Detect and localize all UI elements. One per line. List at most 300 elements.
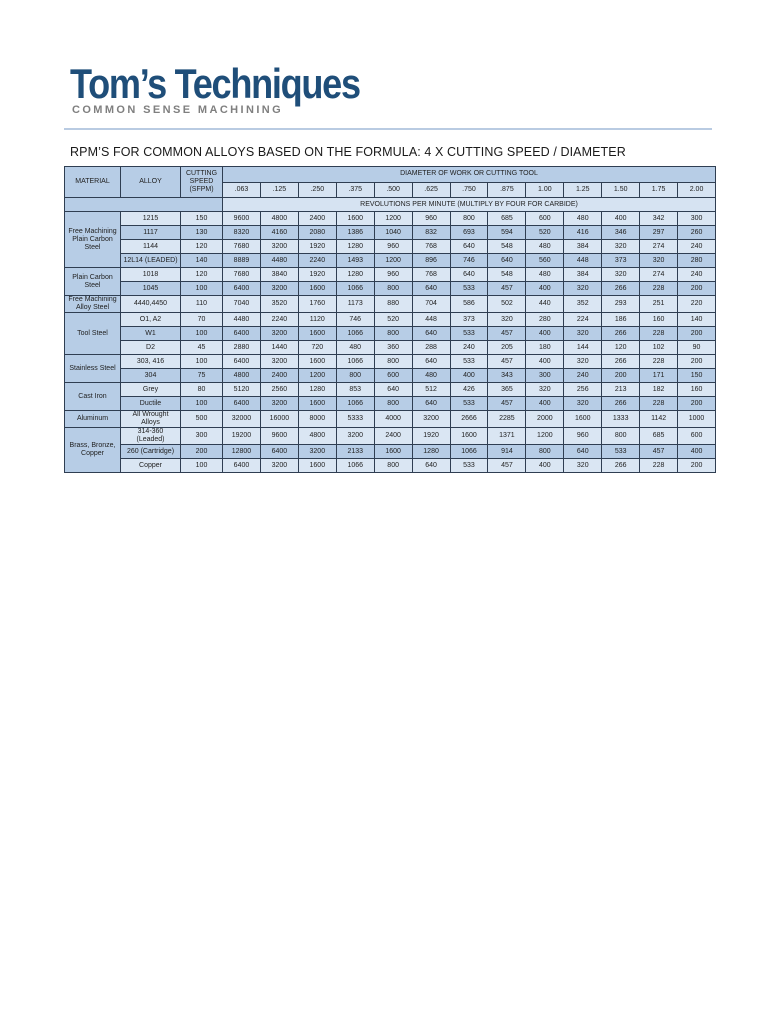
rpm-cell: 1120 xyxy=(298,313,336,327)
rpm-cell: 400 xyxy=(526,355,564,369)
rpm-cell: 16000 xyxy=(260,411,298,428)
alloy-cell: O1, A2 xyxy=(121,313,181,327)
rpm-cell: 1600 xyxy=(450,428,488,445)
rpm-cell: 400 xyxy=(526,459,564,473)
rpm-cell: 102 xyxy=(640,341,678,355)
rpm-cell: 693 xyxy=(450,226,488,240)
rpm-cell: 3840 xyxy=(260,268,298,282)
rpm-cell: 400 xyxy=(526,282,564,296)
rpm-cell: 426 xyxy=(450,383,488,397)
rpm-cell: 220 xyxy=(678,296,716,313)
rpm-cell: 360 xyxy=(374,341,412,355)
alloy-cell: 1045 xyxy=(121,282,181,296)
rpm-cell: 720 xyxy=(298,341,336,355)
rpm-cell: 640 xyxy=(564,445,602,459)
rpm-cell: 4480 xyxy=(223,313,261,327)
diameter-header-cell: .875 xyxy=(488,182,526,198)
table-row xyxy=(65,296,716,313)
rpm-cell: 384 xyxy=(564,240,602,254)
rpm-cell: 480 xyxy=(526,268,564,282)
rpm-cell: 502 xyxy=(488,296,526,313)
header-diameter: DIAMETER OF WORK OR CUTTING TOOL xyxy=(223,167,716,183)
rpm-cell: 8889 xyxy=(223,254,261,268)
rpm-cell: 1280 xyxy=(298,383,336,397)
rpm-cell: 4800 xyxy=(298,428,336,445)
rpm-cell: 600 xyxy=(678,428,716,445)
alloy-cell: 314-360 (Leaded) xyxy=(121,428,181,445)
rpm-cell: 640 xyxy=(412,459,450,473)
rpm-cell: 2133 xyxy=(336,445,374,459)
rpm-cell: 12800 xyxy=(223,445,261,459)
rpm-cell: 512 xyxy=(412,383,450,397)
cutting-speed-cell: 100 xyxy=(181,459,223,473)
rpm-cell: 2285 xyxy=(488,411,526,428)
rpm-cell: 320 xyxy=(602,268,640,282)
rpm-cell: 448 xyxy=(564,254,602,268)
material-brass-bronze-copper: Brass, Bronze, Copper xyxy=(65,428,121,473)
rpm-cell: 320 xyxy=(640,254,678,268)
rpm-cell: 1920 xyxy=(298,240,336,254)
rpm-cell: 224 xyxy=(564,313,602,327)
rpm-cell: 1200 xyxy=(374,254,412,268)
rpm-cell: 1440 xyxy=(260,341,298,355)
rpm-cell: 400 xyxy=(450,369,488,383)
rpm-cell: 960 xyxy=(374,240,412,254)
rpm-cell: 228 xyxy=(640,355,678,369)
rpm-cell: 896 xyxy=(412,254,450,268)
table-row xyxy=(65,226,716,240)
rpm-cell: 704 xyxy=(412,296,450,313)
rpm-cell: 144 xyxy=(564,341,602,355)
rpm-cell: 1371 xyxy=(488,428,526,445)
rpm-cell: 280 xyxy=(526,313,564,327)
rpm-cell: 19200 xyxy=(223,428,261,445)
rpm-cell: 228 xyxy=(640,397,678,411)
rpm-cell: 260 xyxy=(678,226,716,240)
rpm-cell: 880 xyxy=(374,296,412,313)
rpm-cell: 365 xyxy=(488,383,526,397)
rpm-cell: 150 xyxy=(678,369,716,383)
rpm-cell: 200 xyxy=(678,459,716,473)
material-plain-carbon-steel: Plain Carbon Steel xyxy=(65,268,121,296)
rpm-cell: 32000 xyxy=(223,411,261,428)
rpm-cell: 1280 xyxy=(336,240,374,254)
rpm-cell: 8000 xyxy=(298,411,336,428)
rpm-cell: 90 xyxy=(678,341,716,355)
table-row xyxy=(65,254,716,268)
rpm-cell: 2400 xyxy=(260,369,298,383)
rpm-cell: 3200 xyxy=(260,355,298,369)
table-row xyxy=(65,445,716,459)
rpm-cell: 960 xyxy=(412,212,450,226)
rpm-cell: 400 xyxy=(526,397,564,411)
rpm-cell: 746 xyxy=(336,313,374,327)
rpm-cell: 288 xyxy=(412,341,450,355)
cutting-speed-cell: 150 xyxy=(181,212,223,226)
rpm-cell: 768 xyxy=(412,240,450,254)
rpm-cell: 266 xyxy=(602,327,640,341)
alloy-cell: All Wrought Alloys xyxy=(121,411,181,428)
rpm-cell: 240 xyxy=(678,268,716,282)
rpm-cell: 2880 xyxy=(223,341,261,355)
rpm-cell: 3200 xyxy=(298,445,336,459)
rpm-cell: 274 xyxy=(640,268,678,282)
rpm-cell: 293 xyxy=(602,296,640,313)
material-aluminum: Aluminum xyxy=(65,411,121,428)
rpm-cell: 1386 xyxy=(336,226,374,240)
rpm-cell: 352 xyxy=(564,296,602,313)
rpm-cell: 480 xyxy=(336,341,374,355)
diameter-header-cell: .500 xyxy=(374,182,412,198)
rpm-cell: 457 xyxy=(488,327,526,341)
rpm-cell: 373 xyxy=(602,254,640,268)
cutting-speed-cell: 200 xyxy=(181,445,223,459)
table-row xyxy=(65,355,716,369)
rpm-cell: 1173 xyxy=(336,296,374,313)
rpm-cell: 685 xyxy=(640,428,678,445)
diameter-header-cell: 1.00 xyxy=(526,182,564,198)
rpm-cell: 4160 xyxy=(260,226,298,240)
rpm-cell: 1000 xyxy=(678,411,716,428)
table-row xyxy=(65,327,716,341)
rpm-cell: 1200 xyxy=(526,428,564,445)
rpm-cell: 320 xyxy=(526,383,564,397)
rpm-cell: 1600 xyxy=(564,411,602,428)
rpm-cell: 480 xyxy=(564,212,602,226)
rpm-cell: 768 xyxy=(412,268,450,282)
diameter-header-cell: .750 xyxy=(450,182,488,198)
rpm-cell: 746 xyxy=(450,254,488,268)
rpm-cell: 373 xyxy=(450,313,488,327)
rpm-cell: 160 xyxy=(678,383,716,397)
rpm-cell: 1920 xyxy=(412,428,450,445)
diameter-header-cell: .250 xyxy=(298,182,336,198)
rpm-cell: 1760 xyxy=(298,296,336,313)
cutting-speed-cell: 100 xyxy=(181,397,223,411)
rpm-cell: 171 xyxy=(640,369,678,383)
rpm-cell: 182 xyxy=(640,383,678,397)
rpm-cell: 200 xyxy=(678,327,716,341)
header-alloy: ALLOY xyxy=(121,167,181,198)
rpm-cell: 346 xyxy=(602,226,640,240)
rpm-cell: 320 xyxy=(564,459,602,473)
cutting-speed-cell: 45 xyxy=(181,341,223,355)
cutting-speed-cell: 100 xyxy=(181,327,223,341)
rpm-cell: 2666 xyxy=(450,411,488,428)
rpm-cell: 228 xyxy=(640,459,678,473)
cutting-speed-cell: 130 xyxy=(181,226,223,240)
logo-tagline: COMMON SENSE MACHINING xyxy=(72,104,284,116)
rpm-cell: 480 xyxy=(412,369,450,383)
rpm-cell: 533 xyxy=(450,327,488,341)
header-cutting-speed: CUTTING SPEED (SFPM) xyxy=(181,167,223,198)
rpm-cell: 200 xyxy=(602,369,640,383)
rpm-cell: 384 xyxy=(564,268,602,282)
table-row xyxy=(65,240,716,254)
rpm-cell: 6400 xyxy=(223,355,261,369)
rpm-cell: 6400 xyxy=(260,445,298,459)
logo xyxy=(70,62,407,116)
rpm-cell: 300 xyxy=(526,369,564,383)
rpm-cell: 9600 xyxy=(260,428,298,445)
rpm-cell: 520 xyxy=(374,313,412,327)
diameter-header-cell: 2.00 xyxy=(678,182,716,198)
alloy-cell: 303, 416 xyxy=(121,355,181,369)
diameter-header-cell: .125 xyxy=(260,182,298,198)
diameter-header-cell: .625 xyxy=(412,182,450,198)
rpm-cell: 440 xyxy=(526,296,564,313)
rpm-cell: 1600 xyxy=(298,397,336,411)
table-row xyxy=(65,459,716,473)
cutting-speed-cell: 70 xyxy=(181,313,223,327)
table-row xyxy=(65,212,716,226)
cutting-speed-cell: 75 xyxy=(181,369,223,383)
rpm-cell: 5120 xyxy=(223,383,261,397)
material-stainless-steel: Stainless Steel xyxy=(65,355,121,383)
rpm-cell: 800 xyxy=(336,369,374,383)
rpm-cell: 200 xyxy=(678,397,716,411)
rpm-cell: 266 xyxy=(602,282,640,296)
alloy-cell: W1 xyxy=(121,327,181,341)
rpm-cell: 800 xyxy=(450,212,488,226)
rpm-cell: 2240 xyxy=(260,313,298,327)
rpm-cell: 120 xyxy=(602,341,640,355)
rpm-cell: 640 xyxy=(450,268,488,282)
material-free-machining-plain-carbon-steel: Free Machining Plain Carbon Steel xyxy=(65,212,121,268)
rpm-cell: 297 xyxy=(640,226,678,240)
rpm-cell: 1066 xyxy=(336,282,374,296)
rpm-cell: 448 xyxy=(412,313,450,327)
rpm-cell: 640 xyxy=(412,282,450,296)
rpm-cell: 548 xyxy=(488,240,526,254)
rpm-cell: 266 xyxy=(602,397,640,411)
rpm-cell: 1066 xyxy=(336,355,374,369)
rpm-cell: 342 xyxy=(640,212,678,226)
rpm-cell: 457 xyxy=(488,355,526,369)
rpm-cell: 400 xyxy=(678,445,716,459)
rpm-cell: 280 xyxy=(678,254,716,268)
rpm-cell: 3200 xyxy=(260,282,298,296)
rpm-cell: 416 xyxy=(564,226,602,240)
rpm-cell: 400 xyxy=(526,327,564,341)
rpm-cell: 240 xyxy=(678,240,716,254)
rpm-cell: 2400 xyxy=(374,428,412,445)
rpm-cell: 2400 xyxy=(298,212,336,226)
rpm-cell: 6400 xyxy=(223,397,261,411)
rpm-cell: 640 xyxy=(374,383,412,397)
rpm-cell: 914 xyxy=(488,445,526,459)
rpm-cell: 640 xyxy=(412,397,450,411)
rpm-cell: 5333 xyxy=(336,411,374,428)
rpm-cell: 8320 xyxy=(223,226,261,240)
diameter-header-cell: .375 xyxy=(336,182,374,198)
rpm-cell: 685 xyxy=(488,212,526,226)
page-title: RPM’S FOR COMMON ALLOYS BASED ON THE FORMULA: 4 X CUTTING SPEED / DIAMETER xyxy=(70,145,626,159)
rpm-cell: 640 xyxy=(488,254,526,268)
rpm-cell: 4800 xyxy=(260,212,298,226)
rpm-cell: 533 xyxy=(450,282,488,296)
rpm-cell: 320 xyxy=(564,397,602,411)
rpm-cell: 320 xyxy=(602,240,640,254)
rpm-cell: 200 xyxy=(678,282,716,296)
rpm-cell: 800 xyxy=(602,428,640,445)
rpm-cell: 7680 xyxy=(223,268,261,282)
rpm-cell: 1333 xyxy=(602,411,640,428)
alloy-cell: 260 (Cartridge) xyxy=(121,445,181,459)
rpm-cell: 1600 xyxy=(336,212,374,226)
table-row xyxy=(65,383,716,397)
material-cast-iron: Cast Iron xyxy=(65,383,121,411)
table-row xyxy=(65,428,716,445)
rpm-cell: 2240 xyxy=(298,254,336,268)
rpm-cell: 2560 xyxy=(260,383,298,397)
rpm-cell: 4800 xyxy=(223,369,261,383)
rpm-cell: 1066 xyxy=(336,397,374,411)
rpm-cell: 800 xyxy=(374,282,412,296)
rpm-cell: 457 xyxy=(640,445,678,459)
rpm-cell: 640 xyxy=(412,327,450,341)
rpm-cell: 3200 xyxy=(260,459,298,473)
rpm-cell: 300 xyxy=(678,212,716,226)
rpm-cell: 266 xyxy=(602,355,640,369)
rpm-cell: 480 xyxy=(526,240,564,254)
diameter-header-cell: 1.75 xyxy=(640,182,678,198)
cutting-speed-cell: 110 xyxy=(181,296,223,313)
rpm-cell: 520 xyxy=(526,226,564,240)
alloy-cell: 1018 xyxy=(121,268,181,282)
rpm-cell: 160 xyxy=(640,313,678,327)
rpm-cell: 960 xyxy=(564,428,602,445)
rpm-cell: 800 xyxy=(374,397,412,411)
rpm-cell: 600 xyxy=(526,212,564,226)
alloy-cell: Copper xyxy=(121,459,181,473)
table-row xyxy=(65,369,716,383)
rpm-cell: 1066 xyxy=(336,327,374,341)
rpm-cell: 4000 xyxy=(374,411,412,428)
rpm-cell: 640 xyxy=(450,240,488,254)
alloy-cell: Ductile xyxy=(121,397,181,411)
rpm-cell: 560 xyxy=(526,254,564,268)
cutting-speed-cell: 120 xyxy=(181,268,223,282)
rpm-cell: 228 xyxy=(640,282,678,296)
rpm-cell: 186 xyxy=(602,313,640,327)
logo-brand: Tom’s Techniques xyxy=(70,60,360,107)
rpm-cell: 533 xyxy=(450,397,488,411)
rpm-cell: 3200 xyxy=(260,397,298,411)
rpm-cell: 266 xyxy=(602,459,640,473)
rpm-cell: 853 xyxy=(336,383,374,397)
table-row xyxy=(65,341,716,355)
rpm-cell: 1280 xyxy=(412,445,450,459)
rpm-cell: 3200 xyxy=(260,327,298,341)
rpm-cell: 320 xyxy=(564,327,602,341)
material-tool-steel: Tool Steel xyxy=(65,313,121,355)
rpm-cell: 640 xyxy=(412,355,450,369)
rpm-cell: 800 xyxy=(374,327,412,341)
alloy-cell: 4440,4450 xyxy=(121,296,181,313)
rpm-table xyxy=(64,166,716,473)
rpm-cell: 2000 xyxy=(526,411,564,428)
header-rule xyxy=(64,128,712,130)
cutting-speed-cell: 100 xyxy=(181,282,223,296)
rpm-cell: 1600 xyxy=(298,459,336,473)
rpm-cell: 180 xyxy=(526,341,564,355)
rpm-cell: 800 xyxy=(526,445,564,459)
alloy-cell: 1215 xyxy=(121,212,181,226)
cutting-speed-cell: 140 xyxy=(181,254,223,268)
rpm-cell: 533 xyxy=(602,445,640,459)
alloy-cell: 1144 xyxy=(121,240,181,254)
rpm-cell: 1493 xyxy=(336,254,374,268)
rpm-cell: 251 xyxy=(640,296,678,313)
cutting-speed-cell: 120 xyxy=(181,240,223,254)
rpm-cell: 1066 xyxy=(450,445,488,459)
rpm-cell: 1066 xyxy=(336,459,374,473)
cutting-speed-cell: 80 xyxy=(181,383,223,397)
alloy-cell: D2 xyxy=(121,341,181,355)
rpm-cell: 1600 xyxy=(298,355,336,369)
rpm-cell: 240 xyxy=(564,369,602,383)
material-free-machining-alloy-steel: Free Machining Alloy Steel xyxy=(65,296,121,313)
rpm-cell: 1200 xyxy=(374,212,412,226)
table-row xyxy=(65,313,716,327)
rpm-cell: 228 xyxy=(640,327,678,341)
rpm-cell: 832 xyxy=(412,226,450,240)
rpm-cell: 548 xyxy=(488,268,526,282)
rpm-cell: 1280 xyxy=(336,268,374,282)
rpm-cell: 800 xyxy=(374,459,412,473)
rpm-cell: 3520 xyxy=(260,296,298,313)
rpm-cell: 200 xyxy=(678,355,716,369)
rpm-cell: 3200 xyxy=(412,411,450,428)
rpm-cell: 320 xyxy=(564,282,602,296)
table-row xyxy=(65,282,716,296)
rpm-cell: 1142 xyxy=(640,411,678,428)
rpm-cell: 3200 xyxy=(260,240,298,254)
alloy-cell: Grey xyxy=(121,383,181,397)
alloy-cell: 304 xyxy=(121,369,181,383)
rpm-cell: 586 xyxy=(450,296,488,313)
rpm-cell: 2080 xyxy=(298,226,336,240)
cutting-speed-cell: 300 xyxy=(181,428,223,445)
rpm-cell: 457 xyxy=(488,459,526,473)
rpm-cell: 3200 xyxy=(336,428,374,445)
rpm-cell: 7040 xyxy=(223,296,261,313)
alloy-cell: 12L14 (LEADED) xyxy=(121,254,181,268)
rpm-cell: 800 xyxy=(374,355,412,369)
rpm-cell: 533 xyxy=(450,459,488,473)
diameter-header-cell: 1.50 xyxy=(602,182,640,198)
rpm-cell: 960 xyxy=(374,268,412,282)
alloy-cell: 1117 xyxy=(121,226,181,240)
cutting-speed-cell: 500 xyxy=(181,411,223,428)
header-rpm: REVOLUTIONS PER MINUTE (MULTIPLY BY FOUR FOR CARBIDE) xyxy=(223,198,716,212)
table-row xyxy=(65,268,716,282)
rpm-cell: 533 xyxy=(450,355,488,369)
rpm-cell: 205 xyxy=(488,341,526,355)
rpm-cell: 6400 xyxy=(223,459,261,473)
rpm-cell: 1600 xyxy=(298,327,336,341)
rpm-cell: 320 xyxy=(488,313,526,327)
rpm-cell: 1200 xyxy=(298,369,336,383)
rpm-cell: 1600 xyxy=(374,445,412,459)
rpm-cell: 1600 xyxy=(298,282,336,296)
table-row xyxy=(65,397,716,411)
rpm-cell: 600 xyxy=(374,369,412,383)
rpm-cell: 1920 xyxy=(298,268,336,282)
rpm-cell: 140 xyxy=(678,313,716,327)
diameter-header-cell: 1.25 xyxy=(564,182,602,198)
